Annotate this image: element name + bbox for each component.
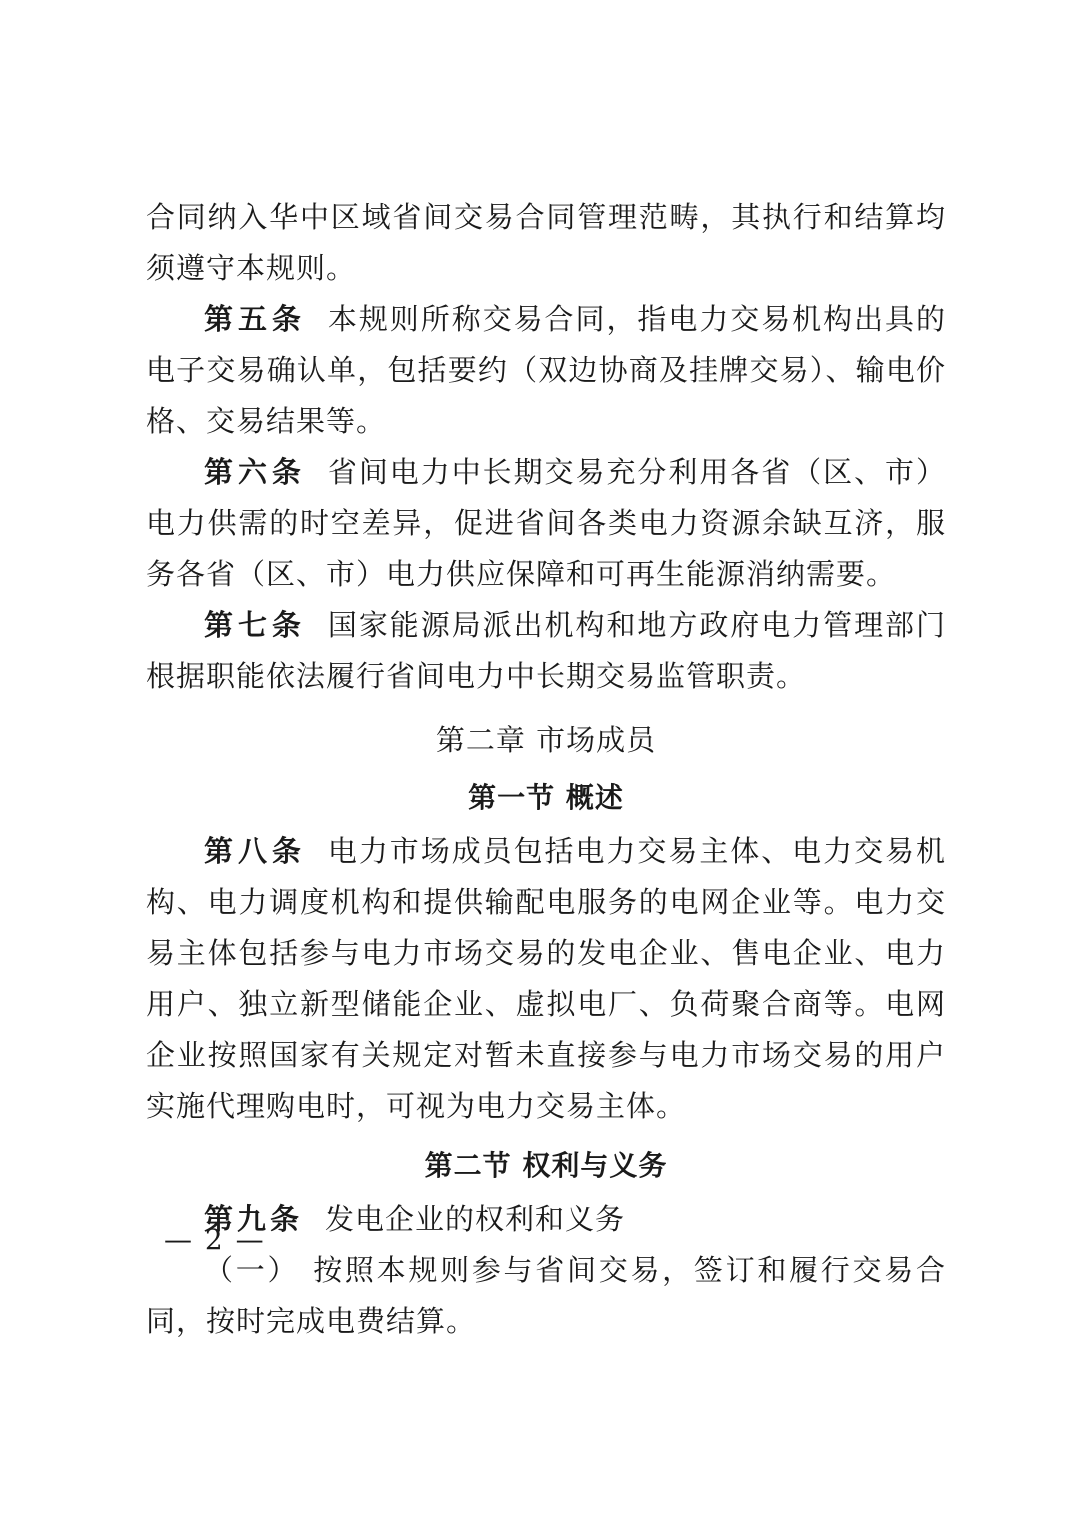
- item-1-text: 按照本规则参与省间交易，签订和履行交易合同，按时完成电费结算。: [146, 1253, 946, 1338]
- article-9-label: 第九条: [204, 1202, 304, 1236]
- continued-paragraph-text: 合同纳入华中区域省间交易合同管理范畴，其执行和结算均须遵守本规则。: [146, 200, 946, 285]
- article-7: [146, 600, 946, 702]
- article-6-text: 省间电力中长期交易充分利用各省（区、市）电力供需的时空差异，促进省间各类电力资源余缺互济，服务各省（区、市）电力供应保障和可再生能源消纳需要。: [146, 455, 946, 591]
- item-1-label: （一）: [204, 1253, 300, 1287]
- article-8-text: 电力市场成员包括电力交易主体、电力交易机构、电力调度机构和提供输配电服务的电网企业等。电力交易主体包括参与电力市场交易的发电企业、售电企业、电力用户、独立新型储能企业、虚拟电厂、负荷聚合商等。电网企业按照国家有关规定对暂未直接参与电力市场交易的用户实施代理购电时，可视为电力交易主体。: [146, 834, 946, 1123]
- item-1: [146, 1245, 946, 1347]
- article-5-text: 本规则所称交易合同，指电力交易机构出具的电子交易确认单，包括要约（双边协商及挂牌交易）、输电价格、交易结果等。: [146, 302, 946, 438]
- article-8-label: 第八条: [204, 834, 306, 868]
- article-5-label: 第五条: [204, 302, 306, 336]
- article-6: [146, 447, 946, 600]
- section-2-title: 第二节 权利与义务: [424, 1149, 668, 1182]
- article-7-text: 国家能源局派出机构和地方政府电力管理部门根据职能依法履行省间电力中长期交易监管职责。: [146, 608, 946, 693]
- continued-paragraph: [146, 192, 946, 294]
- article-8: [146, 826, 946, 1132]
- article-5: [146, 294, 946, 447]
- article-9-text: 发电企业的权利和义务: [325, 1202, 626, 1236]
- section-1-title: 第一节 概述: [468, 781, 624, 814]
- article-9: [146, 1194, 946, 1245]
- chapter-title: 第二章 市场成员: [435, 723, 657, 757]
- article-7-label: 第七条: [204, 608, 306, 642]
- article-6-label: 第六条: [204, 455, 306, 489]
- page-number: — 2 —: [164, 1223, 266, 1256]
- document-body: [146, 192, 946, 1347]
